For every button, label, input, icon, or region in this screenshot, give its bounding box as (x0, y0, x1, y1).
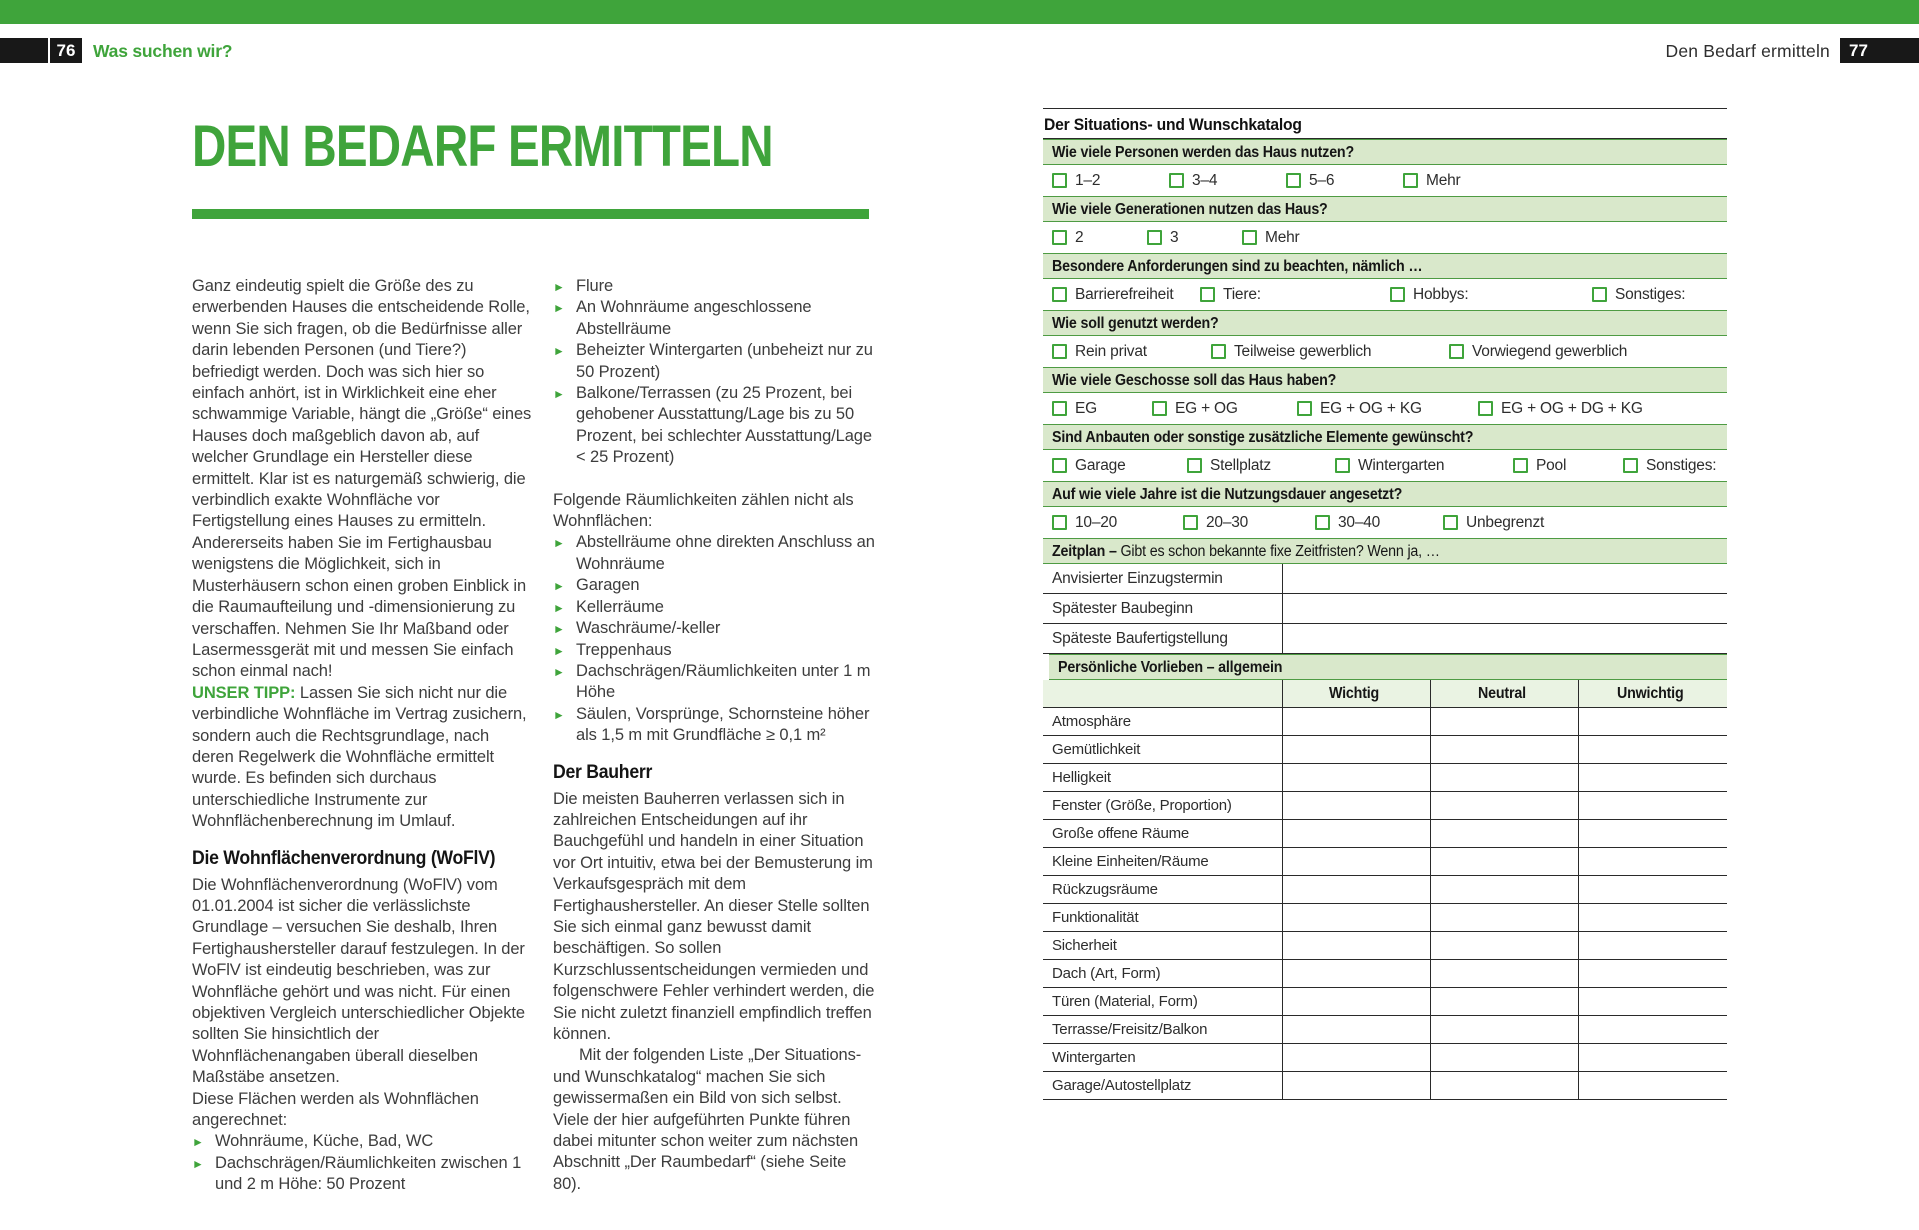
matrix-row-label: Kleine Einheiten/Räume (1043, 848, 1283, 875)
bullet-arrow-icon: ► (553, 280, 565, 294)
checkbox-option-label: 10–20 (1075, 513, 1118, 531)
tip-paragraph (192, 683, 532, 833)
fill-in-row (1043, 594, 1727, 624)
bullet-arrow-icon: ► (553, 387, 565, 402)
matrix-column-header: Wichtig (1283, 680, 1431, 707)
checkbox-option-label: Sonstiges: (1615, 285, 1686, 303)
matrix-cell[interactable] (1579, 876, 1727, 903)
section-heading-bauherr: Der Bauherr (553, 761, 653, 783)
list-item-text: Beheizter Wintergarten (unbeheizt nur zu 50 Prozent) (576, 341, 873, 381)
matrix-row-label: Helligkeit (1043, 764, 1283, 791)
list-item (553, 297, 878, 340)
list-item-text: Treppenhaus (576, 640, 672, 659)
matrix-row (1043, 792, 1727, 820)
matrix-row-label: Gemütlichkeit (1043, 736, 1283, 763)
checkbox[interactable] (1513, 458, 1528, 473)
checkbox-option (1513, 457, 1623, 475)
checkbox-option (1211, 343, 1449, 361)
matrix-cell[interactable] (1579, 932, 1727, 959)
fill-in-label: Anvisierter Einzugstermin (1043, 564, 1283, 593)
catalog-rows (1043, 139, 1727, 1100)
checkbox-option-label: Rein privat (1075, 342, 1147, 360)
text-column-2 (553, 276, 878, 1195)
list-item (553, 276, 878, 297)
checkbox-option (1187, 457, 1335, 475)
right-page (1043, 108, 1727, 1100)
not-counted-intro: Folgende Räumlichkeiten zählen nicht als Wohnflächen: (553, 490, 854, 531)
list-item (553, 532, 878, 575)
question-bar: Wie viele Geschosse soll das Haus haben? (1043, 367, 1727, 393)
checkbox-option-label: Stellplatz (1210, 456, 1271, 474)
matrix-cell[interactable] (1579, 764, 1727, 791)
matrix-cell[interactable] (1283, 1016, 1431, 1043)
checkbox-option-label: 30–40 (1338, 513, 1381, 531)
bullet-arrow-icon: ► (553, 344, 565, 359)
matrix-cell[interactable] (1431, 1016, 1579, 1043)
matrix-cell[interactable] (1431, 1044, 1579, 1071)
bullet-arrow-icon: ► (553, 664, 565, 679)
question-bar: Wie soll genutzt werden? (1043, 310, 1727, 336)
matrix-cell[interactable] (1431, 764, 1579, 791)
checkbox[interactable] (1052, 173, 1067, 188)
checkbox-option (1052, 457, 1187, 475)
checkbox[interactable] (1169, 173, 1184, 188)
matrix-cell[interactable] (1579, 736, 1727, 763)
matrix-cell[interactable] (1579, 848, 1727, 875)
checkbox-option-label: EG + OG + DG + KG (1501, 399, 1643, 417)
fill-in-row (1043, 624, 1727, 654)
checkbox-option (1297, 400, 1478, 418)
option-row (1043, 165, 1727, 196)
checkbox-option-label: Garage (1075, 456, 1126, 474)
checkbox[interactable] (1592, 287, 1607, 302)
checkbox[interactable] (1335, 458, 1350, 473)
checkbox-option-label: Teilweise gewerblich (1234, 342, 1372, 360)
checkbox-option (1052, 286, 1200, 304)
option-row (1043, 450, 1727, 481)
right-running-head: Den Bedarf ermitteln (1665, 41, 1830, 61)
checkbox-option (1592, 286, 1685, 304)
tip-text: Lassen Sie sich nicht nur die verbindliche Wohnfläche im Vertrag zusichern, sondern auch die Rechtsgrundlage, nach deren Regelwerk die Wohnfläche ermittelt wurde. Es befinden sich durchaus unterschiedliche Instrumente zur Wohnflächenberechnung im Umlauf. (192, 683, 527, 831)
checkbox-option-label: EG (1075, 399, 1097, 417)
left-page-number-bar (0, 38, 48, 63)
question-bar: Persönliche Vorlieben – allgemein (1049, 654, 1727, 680)
matrix-cell[interactable] (1431, 876, 1579, 903)
checkbox-option (1147, 229, 1242, 247)
checkbox-option (1403, 172, 1461, 190)
checkbox[interactable] (1390, 287, 1405, 302)
checkbox[interactable] (1183, 515, 1198, 530)
matrix-row (1043, 1044, 1727, 1072)
checkbox-option-label: EG + OG + KG (1320, 399, 1422, 417)
matrix-row (1043, 1072, 1727, 1100)
matrix-cell[interactable] (1431, 1072, 1579, 1099)
matrix-cell[interactable] (1431, 960, 1579, 987)
checkbox[interactable] (1052, 230, 1067, 245)
matrix-row (1043, 904, 1727, 932)
matrix-cell[interactable] (1283, 904, 1431, 931)
bullet-arrow-icon: ► (553, 301, 565, 316)
checkbox[interactable] (1443, 515, 1458, 530)
bullet-arrow-icon: ► (553, 707, 565, 722)
matrix-row (1043, 1016, 1727, 1044)
list-item (553, 575, 878, 596)
option-row (1043, 336, 1727, 367)
checkbox-option (1242, 229, 1300, 247)
option-row (1043, 279, 1727, 310)
bullet-arrow-icon: ► (553, 643, 565, 658)
checkbox[interactable] (1211, 344, 1226, 359)
list-item-text: Wohnräume, Küche, Bad, WC (215, 1132, 434, 1151)
checkbox-option-label: Hobbys: (1413, 285, 1469, 303)
top-green-bar (0, 0, 1919, 24)
list-item-text: Waschräume/-keller (576, 619, 721, 638)
list-item-text: Kellerräume (576, 597, 664, 616)
matrix-header-spacer (1043, 680, 1283, 707)
matrix-cell[interactable] (1283, 876, 1431, 903)
checkbox-option (1390, 286, 1592, 304)
counted-areas-intro: Diese Flächen werden als Wohnflächen angerechnet: (192, 1089, 479, 1130)
checkbox-option (1052, 172, 1169, 190)
list-item-text: An Wohnräume angeschlossene Abstellräume (576, 298, 812, 338)
question-bar: Auf wie viele Jahre ist die Nutzungsdauer angesetzt? (1043, 481, 1727, 507)
left-page-number: 76 (50, 38, 82, 63)
option-row (1043, 393, 1727, 424)
fill-in-field[interactable] (1283, 624, 1727, 653)
tip-label: UNSER TIPP: (192, 683, 296, 702)
list-item (553, 661, 878, 704)
matrix-row (1043, 764, 1727, 792)
question-bar: Zeitplan – Gibt es schon bekannte fixe Zeitfristen? Wenn ja, … (1043, 538, 1727, 564)
checkbox-option (1052, 229, 1147, 247)
list-item (192, 1131, 532, 1152)
matrix-cell[interactable] (1431, 988, 1579, 1015)
checkbox-option (1449, 343, 1627, 361)
checkbox-option (1152, 400, 1297, 418)
matrix-row (1043, 708, 1727, 736)
checkbox-option (1623, 457, 1716, 475)
matrix-cell[interactable] (1283, 1044, 1431, 1071)
list-item (553, 383, 878, 469)
matrix-row-label: Große offene Räume (1043, 820, 1283, 847)
matrix-cell[interactable] (1579, 960, 1727, 987)
matrix-cell[interactable] (1579, 1072, 1727, 1099)
matrix-cell[interactable] (1431, 736, 1579, 763)
matrix-row-label: Sicherheit (1043, 932, 1283, 959)
checkbox-option-label: Vorwiegend gewerblich (1472, 342, 1628, 360)
checkbox-option-label: Wintergarten (1358, 456, 1445, 474)
matrix-column-header: Unwichtig (1616, 685, 1684, 702)
checkbox[interactable] (1187, 458, 1202, 473)
right-page-number: 77 (1840, 38, 1919, 63)
wofv-paragraph: Die Wohnflächenverordnung (WoFlV) vom 01.01.2004 ist sicher die verlässlichste Grundlage – versuchen Sie deshalb, Ihren Fertighaushersteller darauf festzulegen. In der WoFlV ist eindeutig beschrieben, was zur Wohnfläche gehört und was nicht. Für einen objektiven Vergleich unterschiedlicher Objekte sollten Sie hinsichtlich der Wohnflächenangaben überall dieselben Maßstäbe ansetzen. (192, 875, 525, 1087)
matrix-cell[interactable] (1579, 708, 1727, 735)
matrix-row (1043, 848, 1727, 876)
checkbox-option (1052, 400, 1152, 418)
checkbox[interactable] (1052, 287, 1067, 302)
list-item (553, 597, 878, 618)
counted-areas-list (192, 1131, 532, 1195)
checkbox-option (1315, 514, 1443, 532)
bauherr-paragraph-2: Mit der folgenden Liste „Der Situations- und Wunschkatalog“ machen Sie sich gewissermaßen ein Bild von sich selbst. Viele der hier aufgeführten Punkte führen dabei mitunter schon weiter zum nächsten Abschnitt „Der Raumbedarf“ (siehe Seite 80). (553, 1046, 862, 1193)
matrix-cell[interactable] (1579, 792, 1727, 819)
matrix-cell[interactable] (1283, 736, 1431, 763)
matrix-row-label: Atmosphäre (1043, 708, 1283, 735)
matrix-row (1043, 736, 1727, 764)
list-item-text: Abstellräume ohne direkten Anschluss an Wohnräume (576, 533, 875, 573)
checkbox[interactable] (1052, 401, 1067, 416)
checkbox-option (1478, 400, 1643, 418)
question-bar: Wie viele Generationen nutzen das Haus? (1043, 196, 1727, 222)
list-item-text: Dachschrägen/Räumlichkeiten unter 1 m Höhe (576, 661, 871, 702)
checkbox[interactable] (1200, 287, 1215, 302)
fill-in-field[interactable] (1283, 594, 1727, 623)
bullet-arrow-icon: ► (192, 1156, 204, 1171)
fill-in-row (1043, 564, 1727, 594)
bullet-arrow-icon: ► (553, 579, 565, 594)
fill-in-label: Späteste Baufertigstellung (1043, 624, 1283, 653)
checkbox-option-label: 3–4 (1192, 171, 1218, 189)
matrix-cell[interactable] (1579, 904, 1727, 931)
matrix-cell[interactable] (1579, 988, 1727, 1015)
checkbox-option-label: Barrierefreiheit (1075, 285, 1174, 303)
matrix-cell[interactable] (1283, 792, 1431, 819)
checkbox-option-label: Pool (1536, 456, 1567, 474)
not-counted-list (553, 532, 878, 746)
question-bar: Besondere Anforderungen sind zu beachten, nämlich … (1043, 253, 1727, 279)
checkbox-option (1286, 172, 1403, 190)
list-item-text: Säulen, Vorsprünge, Schornsteine höher als 1,5 m mit Grundfläche ≥ 0,1 m² (576, 704, 870, 745)
checkbox[interactable] (1315, 515, 1330, 530)
checkbox-option (1183, 514, 1315, 532)
checkbox[interactable] (1286, 173, 1301, 188)
question-bar: Wie viele Personen werden das Haus nutzen? (1043, 139, 1727, 165)
list-item (192, 1153, 532, 1196)
matrix-cell[interactable] (1431, 932, 1579, 959)
catalog-title: Der Situations- und Wunschkatalog (1043, 108, 1727, 139)
matrix-row-label: Rückzugsräume (1043, 876, 1283, 903)
list-item (553, 640, 878, 661)
checkbox-option-label: 2 (1075, 228, 1084, 246)
matrix-cell[interactable] (1579, 1044, 1727, 1071)
list-item (553, 618, 878, 639)
matrix-row (1043, 876, 1727, 904)
matrix-row-label: Funktionalität (1043, 904, 1283, 931)
checkbox[interactable] (1449, 344, 1464, 359)
checkbox[interactable] (1052, 458, 1067, 473)
matrix-row (1043, 932, 1727, 960)
matrix-column-header: Neutral (1431, 680, 1579, 707)
text-column-1 (192, 276, 532, 1196)
matrix-cell[interactable] (1431, 904, 1579, 931)
matrix-cell[interactable] (1283, 960, 1431, 987)
title-underline-rule (192, 209, 869, 219)
matrix-row-label: Türen (Material, Form) (1043, 988, 1283, 1015)
matrix-row-label: Wintergarten (1043, 1044, 1283, 1071)
section-heading-wofv: Die Wohnflächenverordnung (WoFlV) (192, 847, 496, 869)
checkbox[interactable] (1052, 515, 1067, 530)
matrix-row-label: Terrasse/Freisitz/Balkon (1043, 1016, 1283, 1043)
checkbox-option-label: 20–30 (1206, 513, 1249, 531)
option-row (1043, 507, 1727, 538)
question-bar: Sind Anbauten oder sonstige zusätzliche Elemente gewünscht? (1043, 424, 1727, 450)
list-item-text: Balkone/Terrassen (zu 25 Prozent, bei gehobener Ausstattung/Lage bis zu 50 Prozent, bei schlechter Ausstattung/Lage < 25 Prozent) (576, 384, 872, 467)
matrix-cell[interactable] (1283, 764, 1431, 791)
matrix-cell[interactable] (1579, 1016, 1727, 1043)
list-item (553, 704, 878, 747)
matrix-header-row (1043, 680, 1727, 708)
matrix-cell[interactable] (1283, 820, 1431, 847)
list-item-text: Garagen (576, 576, 640, 595)
matrix-cell[interactable] (1431, 848, 1579, 875)
list-item (553, 340, 878, 383)
checkbox[interactable] (1152, 401, 1167, 416)
list-item-text: Dachschrägen/Räumlichkeiten zwischen 1 und 2 m Höhe: 50 Prozent (215, 1153, 522, 1194)
matrix-cell[interactable] (1579, 820, 1727, 847)
checkbox[interactable] (1242, 230, 1257, 245)
checkbox[interactable] (1403, 173, 1418, 188)
matrix-cell[interactable] (1431, 708, 1579, 735)
checkbox-option-label: EG + OG (1175, 399, 1238, 417)
bullet-arrow-icon: ► (192, 1135, 204, 1150)
matrix-row-label: Garage/Autostellplatz (1043, 1072, 1283, 1099)
bullet-arrow-icon: ► (553, 622, 565, 637)
list-item-text: Flure (576, 277, 614, 295)
checkbox-option-label: Mehr (1265, 228, 1300, 246)
checkbox-option (1052, 343, 1211, 361)
bullet-arrow-icon: ► (553, 600, 565, 615)
matrix-cell[interactable] (1283, 932, 1431, 959)
checkbox-option-label: Mehr (1426, 171, 1461, 189)
checkbox-option-label: 1–2 (1075, 171, 1101, 189)
checkbox-option-label: Tiere: (1223, 285, 1261, 303)
checkbox-option-label: 5–6 (1309, 171, 1335, 189)
option-row (1043, 222, 1727, 253)
checkbox[interactable] (1147, 230, 1162, 245)
checkbox[interactable] (1623, 458, 1638, 473)
checkbox-option-label: 3 (1170, 228, 1179, 246)
matrix-cell[interactable] (1283, 848, 1431, 875)
matrix-row (1043, 820, 1727, 848)
matrix-row-label: Dach (Art, Form) (1043, 960, 1283, 987)
matrix-cell[interactable] (1431, 792, 1579, 819)
matrix-cell[interactable] (1283, 988, 1431, 1015)
fill-in-label: Spätester Baubeginn (1043, 594, 1283, 623)
matrix-row-label: Fenster (Größe, Proportion) (1043, 792, 1283, 819)
checkbox-option (1200, 286, 1390, 304)
checkbox-option-label: Unbegrenzt (1466, 513, 1545, 531)
matrix-cell[interactable] (1283, 1072, 1431, 1099)
matrix-cell[interactable] (1431, 820, 1579, 847)
checkbox-option-label: Sonstiges: (1646, 456, 1717, 474)
matrix-row (1043, 988, 1727, 1016)
page-title: DEN BEDARF ERMITTELN (192, 114, 773, 179)
matrix-row (1043, 960, 1727, 988)
bullet-arrow-icon: ► (553, 536, 565, 551)
checkbox[interactable] (1052, 344, 1067, 359)
left-running-head: Was suchen wir? (93, 41, 233, 61)
fill-in-field[interactable] (1283, 564, 1727, 593)
counted-areas-list-continued (553, 276, 878, 469)
matrix-cell[interactable] (1283, 708, 1431, 735)
bauherr-paragraph: Die meisten Bauherren verlassen sich in zahlreichen Entscheidungen auf ihr Bauchgefühl und handeln in einer Situation vor Ort intuitiv, etwa bei der Bemusterung im Verkaufsgespräch mit dem Fertighaushersteller. An dieser Stelle sollten Sie sich einmal ganz bewusst damit beschäftigen. So sollen Kurzschlussentscheidungen vermieden und folgenschwere Fehler verhindert werden, die Sie nicht zuletzt finanziell empfindlich treffen können. (553, 789, 875, 1043)
checkbox[interactable] (1478, 401, 1493, 416)
checkbox-option (1169, 172, 1286, 190)
intro-paragraph: Ganz eindeutig spielt die Größe des zu erwerbenden Hauses die entscheidende Rolle, wenn Sie sich fragen, ob die Bedürfnisse aller darin lebenden Personen (und Tiere?) befriedigt werden. Doch was sich hier so einfach anhört, ist in Wirklichkeit eine eher schwammige Variable, hängt die „Größe“ eines Hauses doch maßgeblich davon ab, auf welcher Grundlage ein Hersteller diese ermittelt. Klar ist es naturgemäß schwierig, die verbindlich exakte Wohnfläche vor Fertigstellung eines Hauses zu ermitteln. Andererseits haben Sie im Fertighausbau wenigstens die Möglichkeit, sich in Musterhäusern schon einen groben Einblick in die Raumaufteilung und -dimensionierung zu verschaffen. Nehmen Sie Ihr Maßband oder Lasermessgerät mit und messen Sie einfach schon einmal nach! (192, 277, 532, 681)
checkbox-option (1335, 457, 1513, 475)
checkbox-option (1443, 514, 1544, 532)
checkbox-option (1052, 514, 1183, 532)
checkbox[interactable] (1297, 401, 1312, 416)
